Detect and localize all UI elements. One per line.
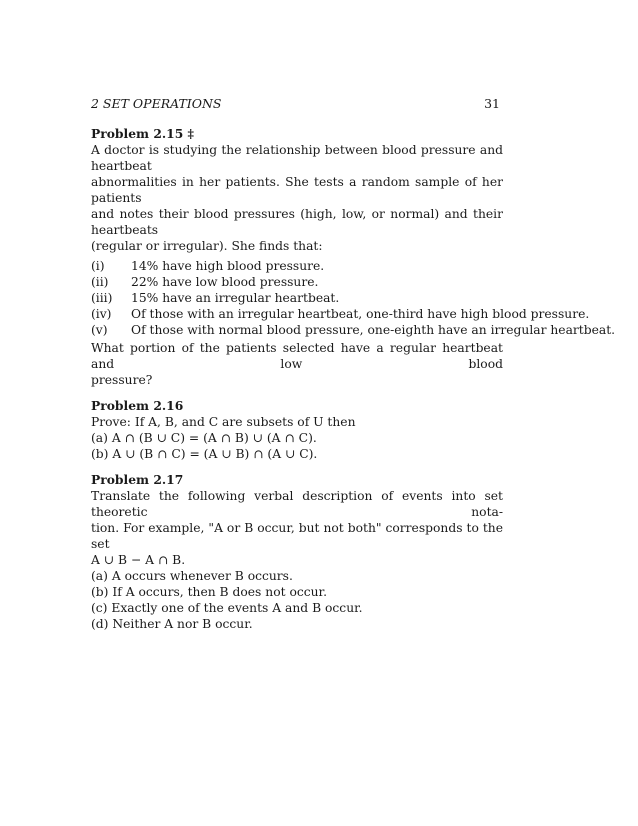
section-title: 2 SET OPERATIONS (91, 96, 222, 111)
problem-text-line: abnormalities in her patients. She tests a random sample of her patients (91, 175, 503, 205)
condition-text: Of those with an irregular heartbeat, one-third have high blood pressure. (131, 307, 590, 321)
problem-title: Problem 2.17 (91, 472, 184, 487)
problem-text-line: (a) A ∩ (B ∪ C) = (A ∩ B) ∪ (A ∩ C). (91, 431, 317, 445)
problem-text-line: A doctor is studying the relationship between blood pressure and heartbeat (91, 143, 503, 173)
page-number: 31 (484, 96, 500, 111)
problem-text-line: (c) Exactly one of the events A and B occur. (91, 601, 363, 615)
condition-item (91, 322, 616, 338)
problem-2-15 (91, 126, 616, 388)
condition-item (91, 306, 590, 322)
question-line: pressure? (91, 373, 153, 387)
condition-list (91, 258, 616, 338)
problem-title: Problem 2.15 ‡ (91, 126, 194, 141)
problem-text-line: and notes their blood pressures (high, low, or normal) and their heartbeats (91, 207, 503, 237)
condition-item (91, 258, 503, 274)
condition-label: (iii) (91, 291, 113, 305)
condition-item (91, 274, 503, 290)
problem-text-line: (a) A occurs whenever B occurs. (91, 569, 293, 583)
condition-item (91, 290, 503, 306)
question-line: What portion of the patients selected have a regular heartbeat and low blood (91, 341, 503, 371)
problem-text-line: A ∪ B − A ∩ B. (91, 553, 186, 567)
page-header (91, 96, 500, 111)
condition-label: (iv) (91, 307, 112, 321)
condition-text: 14% have high blood pressure. (131, 259, 325, 273)
problem-title: Problem 2.16 (91, 398, 184, 413)
condition-text: Of those with normal blood pressure, one-eighth have an irregular heartbeat. (131, 323, 616, 337)
condition-text: 22% have low blood pressure. (131, 275, 319, 289)
problem-text-line: (b) A ∪ (B ∩ C) = (A ∪ B) ∩ (A ∪ C). (91, 447, 318, 461)
problem-text-line: (b) If A occurs, then B does not occur. (91, 585, 327, 599)
condition-label: (ii) (91, 275, 109, 289)
condition-label: (v) (91, 323, 108, 337)
problem-2-17 (91, 472, 503, 632)
condition-label: (i) (91, 259, 105, 273)
problem-text-line: (d) Neither A nor B occur. (91, 617, 253, 631)
problem-text-line: (regular or irregular). She finds that: (91, 239, 323, 253)
problem-text-line: Translate the following verbal description of events into set theoretic nota- (91, 489, 503, 519)
problem-text-line: Prove: If A, B, and C are subsets of U then (91, 415, 356, 429)
page-body (91, 126, 616, 642)
problem-2-16 (91, 398, 503, 462)
problem-text-line: tion. For example, "A or B occur, but not both" corresponds to the set (91, 521, 503, 551)
condition-text: 15% have an irregular heartbeat. (131, 291, 340, 305)
